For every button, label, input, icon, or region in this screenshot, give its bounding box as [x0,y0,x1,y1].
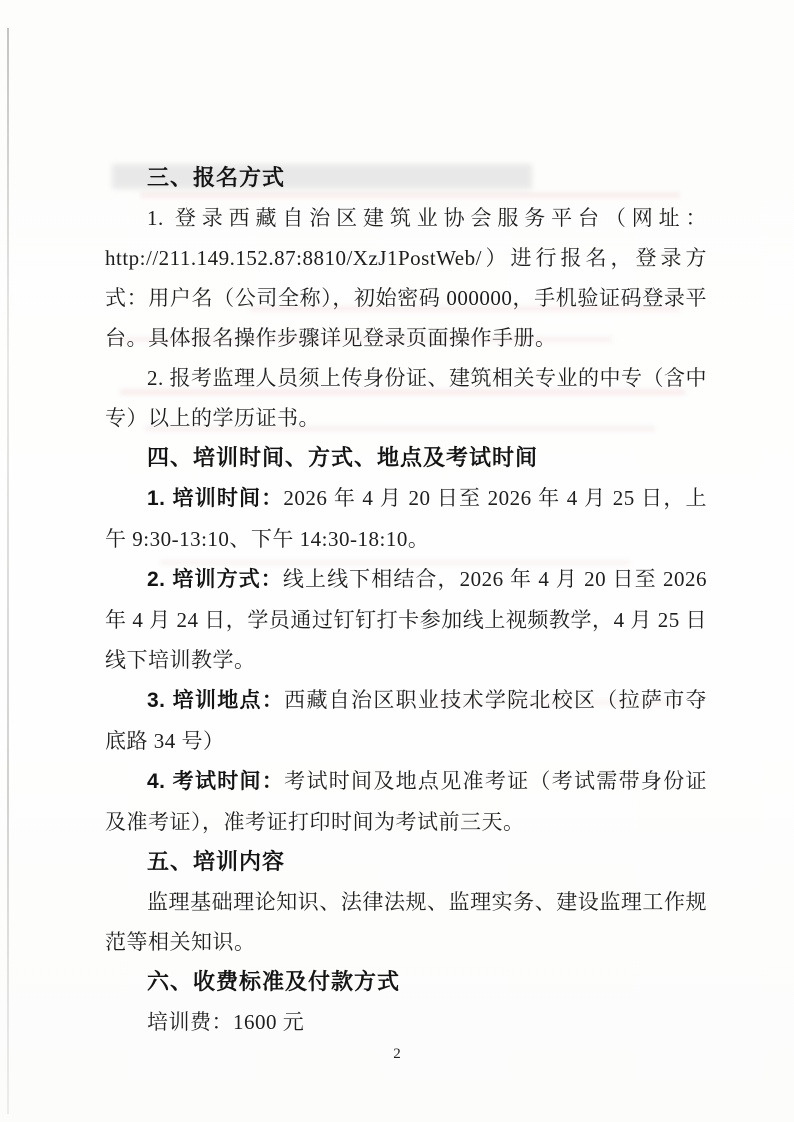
section-heading-training-content: 五、培训内容 [147,849,286,874]
item-training-location [105,680,707,761]
paragraph-upload-credentials: 2. 报考监理人员须上传身份证、建筑相关专业的中专（含中专）以上的学历证书。 [105,366,707,430]
item-training-time-text: 2026 年 4 月 20 日至 2026 年 4 月 25 日，上午 9:30-13:10、下午 14:30-18:10。 [105,486,707,551]
item-training-mode [105,559,707,680]
document-body [105,158,707,1042]
item-training-mode-text: 线上线下相结合，2026 年 4 月 20 日至 2026 年 4 月 24 日，学员通过钉钉打卡参加线上视频教学，4 月 25 日线下培训教学。 [105,567,707,672]
section-heading-registration-method: 三、报名方式 [147,165,286,190]
scan-edge-line [7,28,9,1114]
item-training-time-label: 1. 培训时间： [147,487,284,510]
paragraph-registration-platform: 1. 登录西藏自治区建筑业协会服务平台（网址：http://211.149.152.87:8810/XzJ1PostWeb/）进行报名，登录方式：用户名（公司全称），初始密码 000000，手机验证码登录平台。具体报名操作步骤详见登录页面操作手册。 [105,206,707,350]
paragraph-training-content: 监理基础理论知识、法律法规、监理实务、建设监理工作规范等相关知识。 [105,890,707,954]
page-number: 2 [393,1046,401,1062]
item-training-location-text: 西藏自治区职业技术学院北校区（拉萨市夺底路 34 号） [105,688,707,753]
page-footer [0,1046,794,1063]
section-heading-fees-and-payment: 六、收费标准及付款方式 [147,969,401,994]
paragraph-training-fee: 培训费：1600 元 [147,1010,305,1034]
item-training-location-label: 3. 培训地点： [147,689,285,712]
item-training-time [105,478,707,559]
item-exam-time-text: 考试时间及地点见准考证（考试需带身份证及准考证），准考证打印时间为考试前三天。 [105,769,707,834]
item-training-mode-label: 2. 培训方式： [147,568,283,591]
item-exam-time-label: 4. 考试时间： [147,770,285,793]
item-exam-time [105,761,707,842]
section-heading-training-and-exam-schedule: 四、培训时间、方式、地点及考试时间 [147,445,539,470]
